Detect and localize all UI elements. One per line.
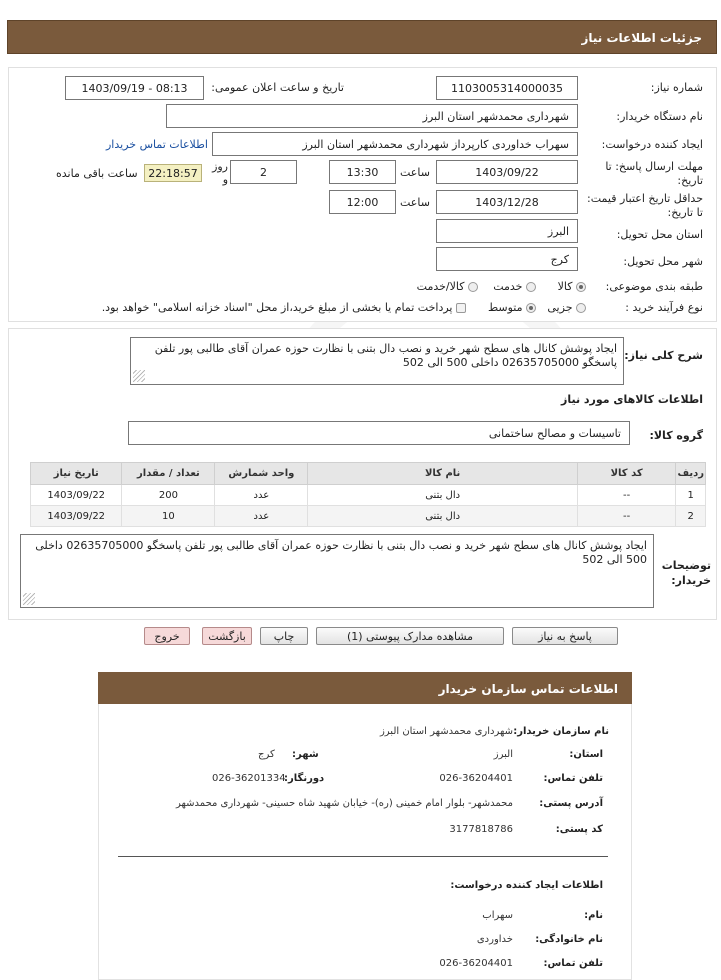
row-number: 1	[676, 485, 706, 506]
goods-section-title: اطلاعات کالاهای مورد نیاز	[561, 393, 703, 406]
resize-grip-icon[interactable]	[133, 370, 145, 382]
contact-org-value: شهرداری محمدشهر استان البرز	[379, 726, 513, 737]
contact-province-label: استان:	[569, 749, 603, 760]
col-code-header: کد کالا	[577, 463, 676, 485]
contact-postal-label: کد پستی:	[555, 824, 603, 835]
creator-phone-value: 026-36204401	[439, 958, 513, 969]
item-code: --	[577, 485, 676, 506]
contact-fax-value: 026-36201334	[212, 773, 286, 784]
announce-date-label: تاریخ و ساعت اعلان عمومی:	[211, 81, 344, 94]
requester-value: سهراب خداوردی کارپرداز شهرداری محمدشهر استان البرز	[212, 132, 578, 156]
contact-province-value: البرز	[493, 749, 513, 760]
contact-divider	[118, 856, 608, 857]
process-medium-radio[interactable]	[526, 303, 536, 313]
goods-group-label: گروه کالا:	[649, 429, 703, 442]
days-remaining-value: 2	[230, 160, 297, 184]
treasury-payment-option[interactable]	[94, 301, 466, 314]
response-time-label: ساعت	[400, 166, 430, 179]
category-both-label: کالا/خدمت	[416, 280, 465, 293]
item-qty: 200	[122, 485, 215, 506]
process-option-minor[interactable]	[540, 301, 586, 314]
creator-first-name-label: نام:	[584, 910, 603, 921]
contact-address-value: محمدشهر- بلوار امام خمینی (ره)- خیابان شهید شاه حسینی- شهرداری محمدشهر	[176, 798, 513, 809]
price-validity-time-label: ساعت	[400, 196, 430, 209]
contact-org-label: نام سازمان خریدار:	[513, 726, 609, 737]
need-number-value: 1103005314000035	[436, 76, 578, 100]
contact-card-title: اطلاعات تماس سازمان خریدار	[98, 672, 632, 704]
city-value: کرج	[436, 247, 578, 271]
treasury-payment-label: پرداخت تمام یا بخشی از مبلغ خرید،از محل "اسناد خزانه اسلامی" خواهد بود.	[101, 301, 453, 314]
category-option-both[interactable]	[402, 280, 478, 293]
category-option-goods[interactable]	[540, 280, 586, 293]
item-name: دال بتنی	[308, 485, 577, 506]
goods-table-wrap	[30, 462, 706, 527]
item-date: 1403/09/22	[31, 485, 122, 506]
response-time-value: 13:30	[329, 160, 396, 184]
response-date-value: 1403/09/22	[436, 160, 578, 184]
buyer-org-label: نام دستگاه خریدار:	[616, 110, 703, 123]
treasury-payment-checkbox[interactable]	[456, 303, 466, 313]
creator-section-title: اطلاعات ایجاد کننده درخواست:	[450, 880, 603, 891]
announce-date-value: 1403/09/19 - 08:13	[65, 76, 204, 100]
contact-phone-label: تلفن تماس:	[543, 773, 603, 784]
col-row-header: ردیف	[676, 463, 706, 485]
back-button[interactable]: بازگشت	[202, 627, 252, 645]
summary-text	[130, 337, 624, 385]
remaining-time-label: ساعت باقی مانده	[56, 167, 138, 180]
col-name-header: نام کالا	[308, 463, 577, 485]
row-number: 2	[676, 506, 706, 527]
item-name: دال بتنی	[308, 506, 577, 527]
category-goods-radio[interactable]	[576, 282, 586, 292]
creator-phone-label: تلفن تماس:	[543, 958, 603, 969]
item-unit: عدد	[215, 485, 308, 506]
creator-first-name-value: سهراب	[482, 910, 513, 921]
col-qty-header: تعداد / مقدار	[122, 463, 215, 485]
page-title: جزئیات اطلاعات نیاز	[7, 20, 717, 54]
attachments-button[interactable]: مشاهده مدارک پیوستی (1)	[316, 627, 504, 645]
col-date-header: تاریخ نیاز	[31, 463, 122, 485]
buyer-notes-label: توضیحات خریدار:	[661, 559, 711, 587]
buyer-notes-content: ایجاد پوشش کانال های سطح شهر خرید و نصب دال بتنی با نظارت حوزه عمران آقای طالبی پور تلفن پاسخگو 02635705000 داخلی 500 الی 502	[35, 539, 647, 566]
item-code: --	[577, 506, 676, 527]
contact-postal-value: 3177818786	[449, 824, 513, 835]
contact-phone-value: 026-36204401	[439, 773, 513, 784]
item-unit: عدد	[215, 506, 308, 527]
goods-group-value: تاسیسات و مصالح ساختمانی	[128, 421, 630, 445]
contact-address-label: آدرس پستی:	[539, 798, 603, 809]
category-both-radio[interactable]	[468, 282, 478, 292]
response-deadline-label: مهلت ارسال پاسخ: تا تاریخ:	[605, 160, 703, 187]
exit-button[interactable]: خروج	[144, 627, 190, 645]
contact-city-label: شهر:	[292, 749, 319, 760]
table-row	[31, 506, 706, 527]
col-unit-header: واحد شمارش	[215, 463, 308, 485]
process-type-label: نوع فرآیند خرید :	[625, 301, 703, 314]
province-label: استان محل تحویل:	[616, 228, 703, 241]
category-goods-label: کالا	[557, 280, 573, 293]
need-number-label: شماره نیاز:	[650, 81, 703, 94]
process-minor-radio[interactable]	[576, 303, 586, 313]
goods-table	[30, 462, 706, 527]
process-medium-label: متوسط	[487, 301, 523, 314]
category-label: طبقه بندی موضوعی:	[605, 280, 703, 293]
category-option-service[interactable]	[484, 280, 536, 293]
summary-text-content: ایجاد پوشش کانال های سطح شهر خرید و نصب دال بتنی با نظارت حوزه عمران آقای طالبی پور تلفن پاسخگو 02635705000 داخلی 500 الی 502	[154, 342, 617, 369]
buyer-notes-text	[20, 534, 654, 608]
category-service-radio[interactable]	[526, 282, 536, 292]
requester-label: ایجاد کننده درخواست:	[601, 138, 703, 151]
process-minor-label: جزیی	[547, 301, 573, 314]
reply-button[interactable]: پاسخ به نیاز	[512, 627, 618, 645]
creator-last-name-label: نام خانوادگی:	[535, 934, 603, 945]
resize-grip-icon[interactable]	[23, 593, 35, 605]
summary-label: شرح کلی نیاز:	[624, 349, 703, 362]
print-button[interactable]: چاپ	[260, 627, 308, 645]
buyer-org-value: شهرداری محمدشهر استان البرز	[166, 104, 578, 128]
buyer-contact-link[interactable]: اطلاعات تماس خریدار	[106, 138, 208, 151]
days-label: روز و	[212, 160, 228, 186]
contact-fax-label: دورنگار:	[284, 773, 325, 784]
price-validity-label: حداقل تاریخ اعتبار قیمت: تا تاریخ:	[587, 192, 703, 219]
province-value: البرز	[436, 219, 578, 243]
city-label: شهر محل تحویل:	[623, 255, 703, 268]
goods-table-header	[31, 463, 706, 485]
item-date: 1403/09/22	[31, 506, 122, 527]
creator-last-name-value: خداوردی	[476, 934, 513, 945]
contact-city-value: کرج	[258, 749, 275, 760]
price-validity-date: 1403/12/28	[436, 190, 578, 214]
remaining-time-value: 22:18:57	[144, 164, 202, 182]
price-validity-time: 12:00	[329, 190, 396, 214]
category-service-label: خدمت	[493, 280, 523, 293]
table-row	[31, 485, 706, 506]
process-option-medium[interactable]	[470, 301, 536, 314]
item-qty: 10	[122, 506, 215, 527]
